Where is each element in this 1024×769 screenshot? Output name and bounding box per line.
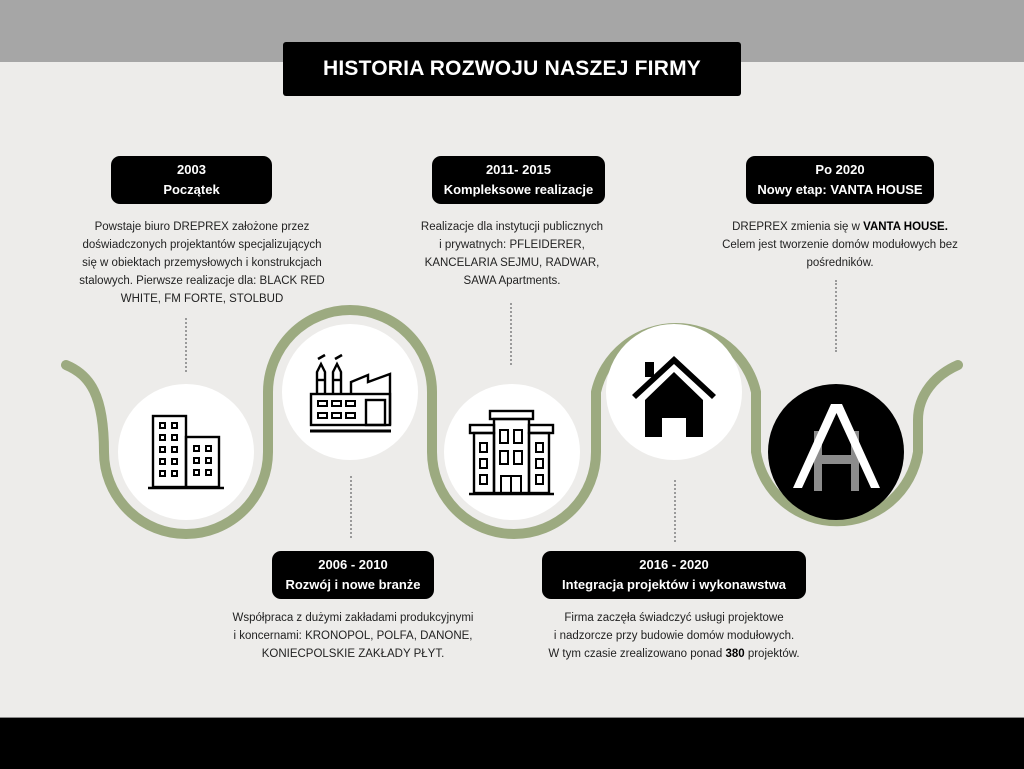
milestone-label-2003 <box>111 156 272 204</box>
milestone-label-2016 <box>542 551 806 599</box>
description-line: i koncernami: KRONOPOL, POLFA, DANONE, <box>233 630 473 642</box>
milestone-year: 2006 - 2010 <box>318 557 388 572</box>
description-line: i prywatnych: PFLEIDERER, <box>439 239 585 251</box>
description-line: WHITE, FM FORTE, STOLBUD <box>120 293 284 305</box>
milestone-heading: Integracja projektów i wykonawstwa <box>562 577 786 592</box>
brand-name: VANTA HOUSE. <box>863 221 948 233</box>
description-text: projektów. <box>744 648 800 660</box>
milestone-heading: Nowy etap: VANTA HOUSE <box>757 182 923 197</box>
description-line: Celem jest tworzenie domów modułowych bez <box>722 239 958 251</box>
description-line <box>524 645 824 663</box>
milestone-year: Po 2020 <box>815 162 865 177</box>
description-line: stalowych. Pierwsze realizacje dla: BLACK RED <box>79 275 325 287</box>
project-count: 380 <box>725 648 745 660</box>
connector-line-2020 <box>835 280 837 352</box>
connector-line-2011 <box>510 303 512 365</box>
milestone-label-2020 <box>746 156 934 204</box>
connector-line-2016 <box>674 480 676 542</box>
description-text: W tym czasie zrealizowano ponad <box>548 648 726 660</box>
milestone-description-2006 <box>208 609 498 663</box>
milestone-description-2003 <box>62 218 342 308</box>
milestone-label-2011 <box>432 156 605 204</box>
description-line: i nadzorcze przy budowie domów modułowych. <box>553 630 795 642</box>
milestone-heading: Początek <box>163 182 220 197</box>
description-line: pośredników. <box>806 257 874 269</box>
description-text: DREPREX zmienia się w <box>732 221 864 233</box>
description-line: Firma zaczęła świadczyć usługi projektowe <box>564 612 784 624</box>
page-title-text: HISTORIA ROZWOJU NASZEJ FIRMY <box>323 57 701 80</box>
milestone-year: 2011- 2015 <box>485 162 552 177</box>
milestone-heading: Kompleksowe realizacje <box>443 182 594 197</box>
milestone-description-2016 <box>524 609 824 663</box>
milestone-year: 2003 <box>177 162 206 177</box>
connector-line-2006 <box>350 476 352 538</box>
description-line: KONIECPOLSKIE ZAKŁADY PŁYT. <box>261 648 445 660</box>
description-line: doświadczonych projektantów specjalizujących <box>82 239 322 251</box>
milestone-year: 2016 - 2020 <box>639 557 709 572</box>
milestone-description-2011 <box>392 218 632 290</box>
connector-line-2003 <box>185 318 187 372</box>
milestone-circle-2011 <box>444 384 580 520</box>
milestone-description-2020 <box>695 218 985 272</box>
description-line: Powstaje biuro DREPREX założone przez <box>94 221 310 233</box>
milestone-heading: Rozwój i nowe branże <box>285 577 421 592</box>
description-line: się w obiektach przemysłowych i konstrukcjach <box>82 257 322 269</box>
description-line: Realizacje dla instytucji publicznych <box>420 221 604 233</box>
description-line: KANCELARIA SEJMU, RADWAR, <box>424 257 600 269</box>
description-line <box>695 218 985 236</box>
description-line: Współpraca z dużymi zakładami produkcyjnymi <box>232 612 474 624</box>
milestone-label-2006 <box>272 551 434 599</box>
description-line: SAWA Apartments. <box>463 275 561 287</box>
